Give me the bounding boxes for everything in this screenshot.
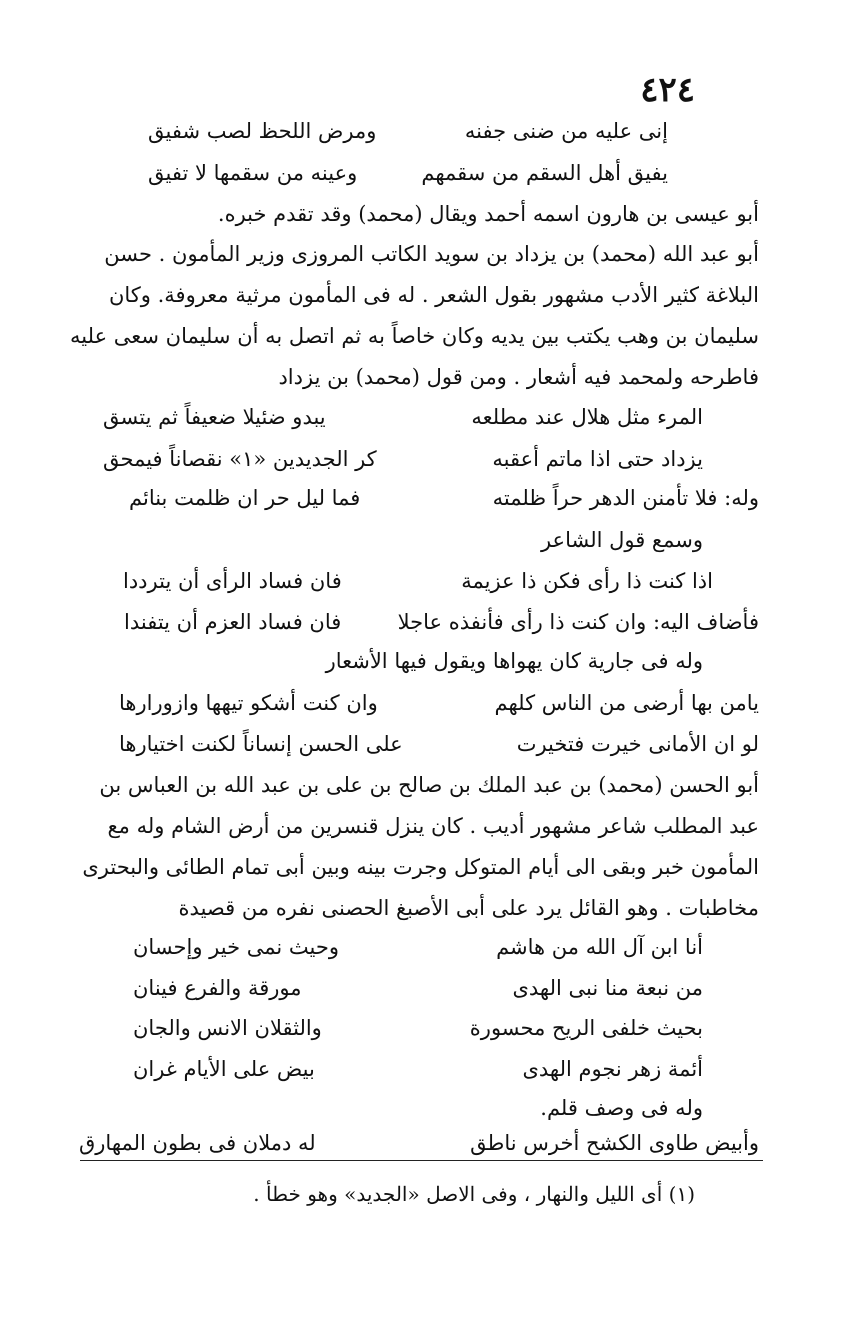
verse-first-hemistich: وأبيض طاوى الكشح أخرس ناطق [470,1131,759,1155]
page-number: ٤٢٤ [640,70,695,110]
prose-line: المأمون خبر وبقى الى أيام المتوكل وجرت بينه وبين أبى تمام الطائى والبحترى [82,855,759,879]
footnote-divider [80,1160,763,1161]
verse-second-hemistich: ومرض اللحظ لصب شفيق [148,119,377,143]
verse-line [133,1013,703,1043]
prose-line: أبو الحسن (محمد) بن عبد الملك بن صالح بن على بن عبد الله بن العباس بن [99,773,759,797]
prose-line: وله فى وصف قلم. [540,1096,703,1120]
verse-line [79,1128,759,1158]
verse-line [148,116,668,146]
verse-first-hemistich: اذا كنت ذا رأى فكن ذا عزيمة [461,569,713,593]
verse-second-hemistich: مورقة والفرع فينان [133,976,302,1000]
verse-first-hemistich: يامن بها أرضى من الناس كلهم [494,691,759,715]
verse-line [119,729,759,759]
verse-first-hemistich: أنا ابن آل الله من هاشم [496,935,703,959]
verse-second-hemistich: كر الجديدين «١» نقصاناً فيمحق [103,447,377,471]
verse-line [103,402,703,432]
verse-first-hemistich: يزداد حتى اذا ماتم أعقبه [492,447,703,471]
verse-line [148,158,668,188]
prose-line: وسمع قول الشاعر [540,528,703,552]
verse-line [119,688,759,718]
verse-first-hemistich: يفيق أهل السقم من سقمهم [421,161,668,185]
verse-second-hemistich: والثقلان الانس والجان [133,1016,322,1040]
prose-line: فاطرحه ولمحمد فيه أشعار . ومن قول (محمد) بن يزداد [278,365,759,389]
verse-first-hemistich: من نبعة منا نبى الهدى [512,976,703,1000]
verse-second-hemistich: يبدو ضئيلا ضعيفاً ثم يتسق [103,405,326,429]
verse-second-hemistich: فان فساد الرأى أن يترددا [123,569,342,593]
verse-second-hemistich: فان فساد العزم أن يتفندا [124,610,342,634]
prose-line: مخاطبات . وهو القائل يرد على أبى الأصبغ الحصنى نفره من قصيدة [178,896,759,920]
verse-first-hemistich: وله: فلا تأمنن الدهر حراً ظلمته [492,486,759,510]
verse-line [103,444,703,474]
prose-line: البلاغة كثير الأدب مشهور بقول الشعر . له فى المأمون مرثية معروفة. وكان [108,283,759,307]
prose-line: عبد المطلب شاعر مشهور أديب . كان ينزل قنسرين من أرض الشام وله مع [107,814,759,838]
verse-first-hemistich: إنى عليه من ضنى جفنه [464,119,668,143]
verse-second-hemistich: على الحسن إنساناً لكنت اختيارها [119,732,403,756]
prose-line: أبو عبد الله (محمد) بن يزداد بن سويد الكاتب المروزى وزير المأمون . حسن [104,242,759,266]
verse-first-hemistich: بحيث خلفى الريح محسورة [469,1016,703,1040]
footnote: (١) أى الليل والنهار ، وفى الاصل «الجديد» وهو خطأ . [253,1182,695,1206]
verse-line [123,566,713,596]
verse-line [129,483,759,513]
verse-line [124,607,759,637]
verse-line [133,973,703,1003]
verse-line [133,1054,703,1084]
verse-second-hemistich: فما ليل حر ان ظلمت بنائم [129,486,361,510]
verse-second-hemistich: وان كنت أشكو تيهها وازورارها [119,691,378,715]
prose-line: وله فى جارية كان يهواها ويقول فيها الأشعار [325,649,703,673]
verse-line [133,932,703,962]
verse-first-hemistich: فأضاف اليه: وان كنت ذا رأى فأنفذه عاجلا [397,610,759,634]
verse-first-hemistich: المرء مثل هلال عند مطلعه [471,405,703,429]
prose-line: سليمان بن وهب يكتب بين يديه وكان خاصاً به ثم اتصل به أن سليمان سعى عليه [70,324,759,348]
verse-second-hemistich: وحيث نمى خير وإحسان [133,935,340,959]
verse-second-hemistich: وعينه من سقمها لا تفيق [148,161,358,185]
prose-line: أبو عيسى بن هارون اسمه أحمد ويقال (محمد) وقد تقدم خبره. [217,202,759,226]
verse-second-hemistich: له دملان فى بطون المهارق [79,1131,316,1155]
verse-second-hemistich: بيض على الأيام غران [133,1057,315,1081]
verse-first-hemistich: لو ان الأمانى خيرت فتخيرت [516,732,759,756]
verse-first-hemistich: أئمة زهر نجوم الهدى [522,1057,703,1081]
